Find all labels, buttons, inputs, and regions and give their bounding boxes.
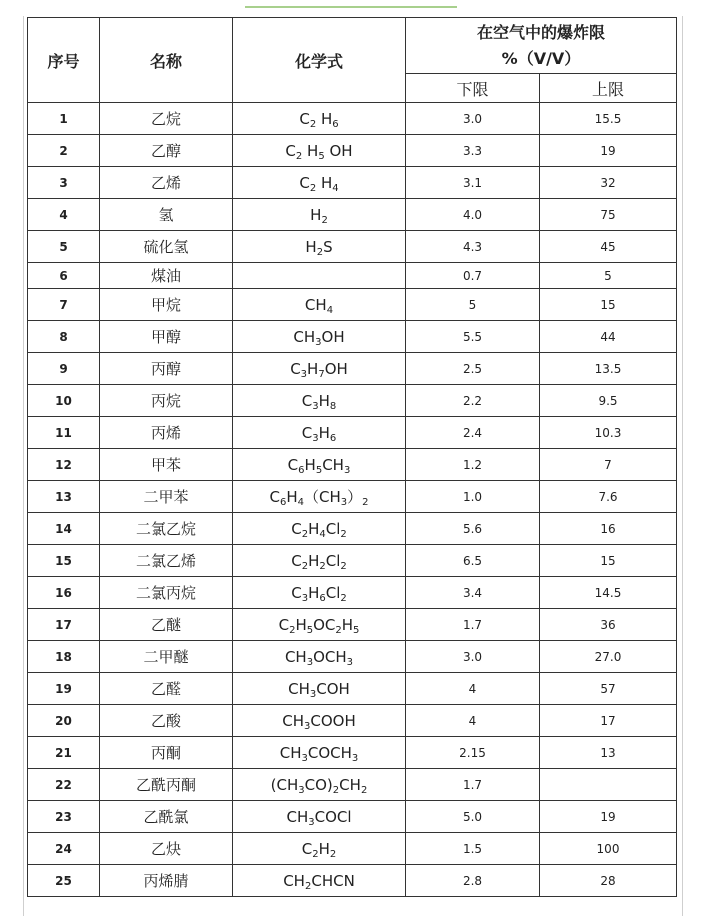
substance-name: 乙醚 [100,609,233,641]
formula-subscript: 5 [315,464,323,476]
row-number: 6 [28,263,100,289]
formula-subscript: 2 [332,784,340,796]
row-number: 7 [28,289,100,321]
formula-subscript: 2 [304,880,312,892]
chemical-formula [233,865,406,897]
formula-subscript: 2 [301,560,309,572]
formula-text: H [305,237,317,256]
formula-subscript: 4 [326,304,334,316]
table-body [28,103,677,897]
formula-text: CH [293,327,316,346]
formula-subscript: 2 [340,528,347,540]
formula-text: CHCN [311,871,355,890]
row-number: 16 [28,577,100,609]
chemical-formula [233,231,406,263]
row-number: 10 [28,385,100,417]
formula-subscript: 7 [318,368,325,380]
chemical-formula [233,801,406,833]
formula-subscript: 4 [297,497,304,508]
chemical-formula [233,449,406,481]
formula-subscript: 2 [362,497,369,508]
formula-subscript: 3 [301,592,309,604]
lower-limit-value: 6.5 [406,545,540,577]
substance-name: 二甲醚 [100,641,233,673]
row-number: 14 [28,513,100,545]
formula-subscript: 3 [309,688,317,700]
upper-limit-value: 7 [540,449,677,481]
chemical-formula [233,263,406,289]
formula-text: C [269,488,280,506]
formula-text: H [316,173,333,192]
upper-limit-value: 15 [540,545,677,577]
formula-subscript: 2 [321,214,328,226]
table-row [28,449,677,481]
formula-text: CH [279,743,302,762]
formula-subscript: 3 [304,720,311,732]
chemical-formula [233,103,406,135]
lower-limit-value: 3.0 [406,641,540,673]
formula-subscript: 3 [298,784,305,796]
formula-text: H [308,583,320,602]
formula-text: COH [316,679,350,698]
formula-subscript: 6 [298,464,305,476]
chemical-formula [233,321,406,353]
lower-limit-value: 2.2 [406,385,540,417]
lower-limit-value: 5.5 [406,321,540,353]
header-seq: 序号 [28,18,100,103]
formula-subscript: 6 [332,118,339,130]
formula-text: C [299,109,310,128]
substance-name: 乙炔 [100,833,233,865]
formula-text: CH [322,455,344,474]
row-number: 19 [28,673,100,705]
row-number: 15 [28,545,100,577]
formula-subscript: 2 [329,848,337,860]
formula-subscript: 3 [301,752,308,764]
substance-name: 硫化氢 [100,231,233,263]
formula-subscript: 2 [301,528,309,540]
formula-subscript: 3 [351,752,359,764]
upper-limit-value: 44 [540,321,677,353]
upper-limit-value: 36 [540,609,677,641]
substance-name: 乙酸 [100,705,233,737]
formula-text: H [318,839,330,858]
substance-name: 乙烯 [100,167,233,199]
table-row [28,481,677,513]
lower-limit-value: 3.0 [406,103,540,135]
chemical-formula [233,417,406,449]
formula-text: C [291,551,302,570]
formula-text: (CH [270,775,299,794]
row-number: 18 [28,641,100,673]
lower-limit-value: 4 [406,673,540,705]
substance-name: 甲烷 [100,289,233,321]
table-row [28,231,677,263]
chemical-formula [233,353,406,385]
header-explosion-limit-line1: 在空气中的爆炸限 [476,22,605,42]
formula-text: H [308,551,320,570]
substance-name: 甲醇 [100,321,233,353]
formula-text: OCH [313,647,347,666]
lower-limit-value: 3.1 [406,167,540,199]
header-explosion-limit-line2: %（V/V） [501,48,581,68]
row-number: 3 [28,167,100,199]
row-number: 11 [28,417,100,449]
upper-limit-value: 100 [540,833,677,865]
chemical-formula [233,545,406,577]
table-row [28,103,677,135]
formula-subscript: 3 [312,400,319,412]
row-number: 9 [28,353,100,385]
table-row [28,167,677,199]
formula-text: H [286,488,298,506]
formula-subscript: 5 [306,624,314,636]
header-upper-limit: 上限 [540,74,677,103]
formula-subscript: 2 [312,848,319,860]
formula-subscript: 3 [308,816,315,828]
formula-text: Cl [325,583,341,602]
upper-limit-value: 19 [540,135,677,167]
formula-text: Cl [325,519,341,538]
chemical-formula [233,577,406,609]
lower-limit-value: 3.4 [406,577,540,609]
table-row [28,353,677,385]
chemical-formula [233,289,406,321]
formula-subscript: 2 [309,182,317,194]
formula-text: C [301,391,313,410]
row-number: 1 [28,103,100,135]
formula-text: C [291,583,302,602]
table-row [28,135,677,167]
upper-limit-value: 28 [540,865,677,897]
formula-subscript: 2 [340,560,347,572]
chemical-formula [233,641,406,673]
formula-text: CH [304,295,327,314]
table-row [28,801,677,833]
upper-limit-value: 15.5 [540,103,677,135]
formula-text: OH [324,359,348,378]
upper-limit-value: 10.3 [540,417,677,449]
lower-limit-value: 1.0 [406,481,540,513]
substance-name: 煤油 [100,263,233,289]
upper-limit-value: 13 [540,737,677,769]
formula-text: C [290,359,301,378]
substance-name: 丙烷 [100,385,233,417]
row-number: 12 [28,449,100,481]
formula-subscript: 5 [353,624,360,636]
formula-text: H [304,455,316,474]
lower-limit-value: 3.3 [406,135,540,167]
chemical-formula [233,737,406,769]
chemical-formula [233,769,406,801]
row-number: 2 [28,135,100,167]
chemical-formula [233,705,406,737]
top-accent-line [245,6,457,8]
formula-text: H [341,615,354,634]
formula-subscript: 3 [340,497,348,508]
substance-name: 乙醇 [100,135,233,167]
formula-text: C [291,519,302,538]
lower-limit-value: 1.2 [406,449,540,481]
upper-limit-value: 27.0 [540,641,677,673]
table-row [28,545,677,577]
formula-subscript: 4 [319,528,326,540]
formula-text: C [287,455,299,474]
substance-name: 丙烯 [100,417,233,449]
table-row [28,865,677,897]
substance-name: 乙醛 [100,673,233,705]
formula-subscript: 3 [315,336,322,348]
substance-name: 甲苯 [100,449,233,481]
lower-limit-value: 4.3 [406,231,540,263]
header-explosion-limit [406,18,677,74]
table-row [28,833,677,865]
row-number: 20 [28,705,100,737]
formula-text: C [278,615,290,634]
formula-text: H [318,391,330,410]
formula-text: OH [324,141,353,160]
formula-subscript: 2 [340,592,347,604]
formula-text: H [308,519,320,538]
table-row [28,609,677,641]
formula-text: H [316,109,333,128]
formula-subscript: 3 [312,432,319,444]
upper-limit-value: 57 [540,673,677,705]
lower-limit-value: 5.6 [406,513,540,545]
substance-name: 二氯乙烯 [100,545,233,577]
formula-subscript: 2 [309,118,317,130]
substance-name: 氢 [100,199,233,231]
formula-subscript: 8 [329,400,337,412]
formula-subscript: 3 [343,464,351,476]
lower-limit-value: 4.0 [406,199,540,231]
chemical-formula [233,481,406,513]
formula-subscript: 2 [335,624,342,636]
upper-limit-value: 32 [540,167,677,199]
formula-text: OC [313,615,336,634]
substance-name: 乙酰丙酮 [100,769,233,801]
upper-limit-value: 5 [540,263,677,289]
upper-limit-value: 9.5 [540,385,677,417]
formula-subscript: 2 [289,624,296,636]
formula-text: CH [339,775,361,794]
lower-limit-value: 2.8 [406,865,540,897]
table-row [28,417,677,449]
row-number: 17 [28,609,100,641]
formula-text: H [307,359,319,378]
formula-subscript: 6 [279,497,287,508]
header-name: 名称 [100,18,233,103]
row-number: 8 [28,321,100,353]
chemical-formula [233,833,406,865]
upper-limit-value: 75 [540,199,677,231]
explosion-limit-table [27,17,677,897]
table-row [28,513,677,545]
table-row [28,385,677,417]
lower-limit-value: 5.0 [406,801,540,833]
formula-text: COOH [310,711,356,730]
upper-limit-value: 13.5 [540,353,677,385]
substance-name: 二氯丙烷 [100,577,233,609]
substance-name: 乙酰氯 [100,801,233,833]
formula-text: H [318,423,330,442]
lower-limit-value: 2.4 [406,417,540,449]
formula-text: C [285,141,296,160]
lower-limit-value: 1.7 [406,609,540,641]
table-row [28,321,677,353]
chemical-formula [233,135,406,167]
formula-subscript: 3 [300,368,308,380]
table-row [28,199,677,231]
formula-subscript: 5 [318,150,325,162]
lower-limit-value: 4 [406,705,540,737]
lower-limit-value: 1.7 [406,769,540,801]
formula-text: C [301,423,313,442]
upper-limit-value: 15 [540,289,677,321]
upper-limit-value: 14.5 [540,577,677,609]
lower-limit-value: 2.15 [406,737,540,769]
formula-text: C [301,839,313,858]
table-row [28,737,677,769]
header-formula: 化学式 [233,18,406,103]
formula-subscript: 4 [332,182,339,194]
formula-text: CH [283,871,305,890]
lower-limit-value: 1.5 [406,833,540,865]
row-number: 22 [28,769,100,801]
formula-subscript: 2 [295,150,303,162]
upper-limit-value: 17 [540,705,677,737]
lower-limit-value: 0.7 [406,263,540,289]
row-number: 23 [28,801,100,833]
row-number: 25 [28,865,100,897]
row-number: 21 [28,737,100,769]
formula-text: C [299,173,310,192]
table-row [28,289,677,321]
header-lower-limit: 下限 [406,74,540,103]
table-row [28,641,677,673]
lower-limit-value: 2.5 [406,353,540,385]
formula-text: S [323,237,333,256]
chemical-formula [233,609,406,641]
formula-text: Cl [325,551,341,570]
upper-limit-value [540,769,677,801]
row-number: 4 [28,199,100,231]
substance-name: 乙烷 [100,103,233,135]
formula-text: CH [286,807,309,826]
formula-subscript: 2 [360,784,368,796]
formula-subscript: 2 [319,560,326,572]
formula-subscript: 3 [306,656,314,668]
substance-name: 丙烯腈 [100,865,233,897]
formula-text: H [295,615,307,634]
formula-subscript: 3 [346,656,354,668]
upper-limit-value: 16 [540,513,677,545]
row-number: 5 [28,231,100,263]
table-row [28,263,677,289]
substance-name: 丙醇 [100,353,233,385]
table-row [28,705,677,737]
formula-text: COCl [314,807,352,826]
formula-text: （CH [303,488,341,506]
formula-subscript: 2 [316,246,324,258]
formula-text: CO) [304,775,333,794]
formula-text: H [302,141,319,160]
formula-text: OH [321,327,345,346]
row-number: 13 [28,481,100,513]
formula-subscript: 6 [329,432,337,444]
formula-text: CH [284,647,307,666]
chemical-formula [233,673,406,705]
formula-subscript: 6 [319,592,326,604]
substance-name: 二甲苯 [100,481,233,513]
table-row [28,769,677,801]
row-number: 24 [28,833,100,865]
formula-text: CH [282,711,304,730]
formula-text: ） [347,488,363,506]
formula-text: COCH [307,743,352,762]
upper-limit-value: 45 [540,231,677,263]
table-row [28,673,677,705]
table-row [28,577,677,609]
upper-limit-value: 7.6 [540,481,677,513]
lower-limit-value: 5 [406,289,540,321]
substance-name: 二氯乙烷 [100,513,233,545]
upper-limit-value: 19 [540,801,677,833]
chemical-formula [233,513,406,545]
chemical-formula [233,385,406,417]
formula-text: H [310,205,322,224]
formula-text: CH [288,679,310,698]
chemical-formula [233,199,406,231]
substance-name: 丙酮 [100,737,233,769]
chemical-formula [233,167,406,199]
